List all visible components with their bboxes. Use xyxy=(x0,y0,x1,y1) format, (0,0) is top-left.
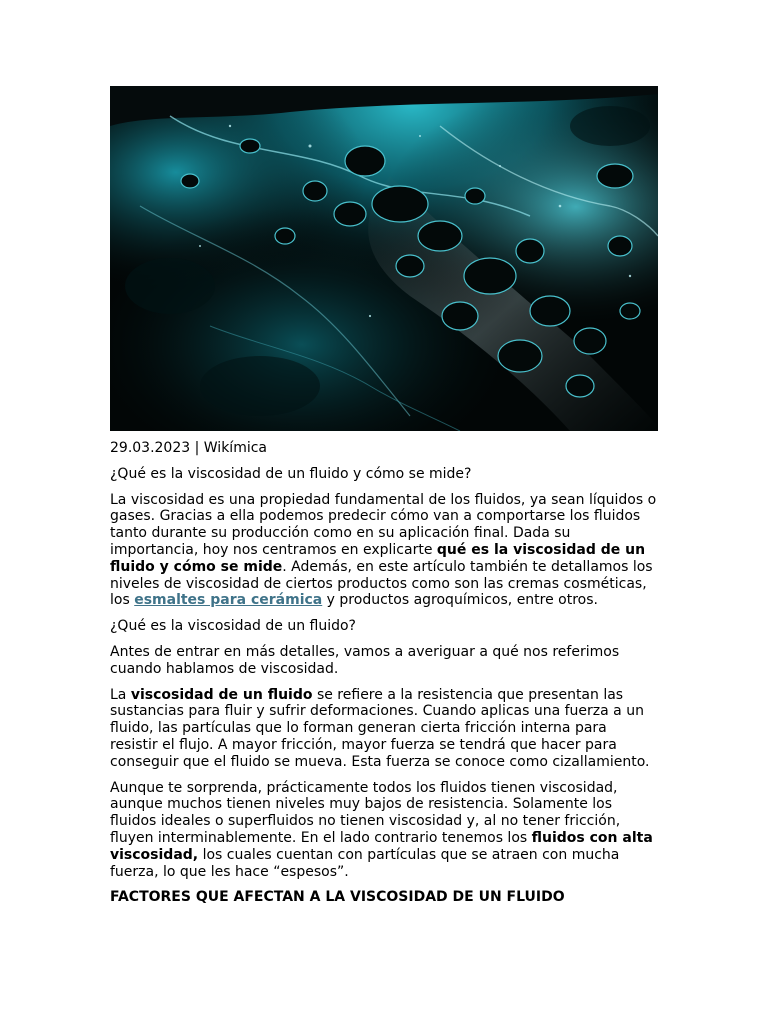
intro-text-a: La viscosidad es una propiedad fundamental de los fluidos, ya sean líquidos o gases. Gracias a ella podemos predecir cómo van a comportarse los fluidos tanto durante su producción como en su aplicación final. Dada su importancia, hoy nos centramos en explicarte xyxy=(110,491,657,558)
article-page xyxy=(110,86,658,915)
intro-text-c: y productos agroquímicos, entre otros. xyxy=(322,592,598,609)
section-heading: FACTORES QUE AFECTAN A LA VISCOSIDAD DE UN FLUIDO xyxy=(110,889,565,906)
subtitle-question: ¿Qué es la viscosidad de un fluido? xyxy=(110,618,356,635)
p4-text-a: Aunque te sorprenda, prácticamente todos los fluidos tienen viscosidad, aunque muchos tienen niveles muy bajos de resistencia. Solamente los fluidos ideales o superfluidos no tienen viscosidad y, al no tener fricción, fluyen interminablemente. En el lado contrario tenemos los xyxy=(110,779,621,846)
esmaltes-link[interactable]: esmaltes para cerámica xyxy=(134,592,323,609)
intro-paragraph xyxy=(110,492,658,610)
hero-image xyxy=(110,86,658,431)
p3-bold: viscosidad de un fluido xyxy=(130,686,313,703)
article-body xyxy=(110,440,658,906)
p4-text-b: los cuales cuentan con partículas que se atraen con mucha fuerza, lo que les hace “espesos”. xyxy=(110,846,620,880)
date-source: 29.03.2023 | Wikímica xyxy=(110,440,268,456)
paragraph-3 xyxy=(110,687,658,771)
intro-text-b: . Además, en este artículo también te detallamos los niveles de viscosidad de ciertos productos como son las cremas cosméticas, los xyxy=(110,558,653,609)
paragraph-2: Antes de entrar en más detalles, vamos a averiguar a qué nos referimos cuando hablamos de viscosidad. xyxy=(110,643,620,677)
p3-text-b: se refiere a la resistencia que presentan las sustancias para fluir y sufrir deformaciones. Cuando aplicas una fuerza a un fluido, las partículas que lo forman generan cierta fricción interna para resistir el flujo. A mayor fricción, mayor fuerza se tendrá que hacer para conseguir que el fluido se mueva. Esta fuerza se conoce como cizallamiento. xyxy=(110,686,650,770)
p4-bold: fluidos con alta viscosidad, xyxy=(110,829,653,863)
p3-text-a: La xyxy=(110,686,131,703)
paragraph-4 xyxy=(110,780,658,881)
intro-bold: qué es la viscosidad de un fluido y cómo se mide xyxy=(110,541,646,575)
title-question: ¿Qué es la viscosidad de un fluido y cómo se mide? xyxy=(110,465,472,482)
